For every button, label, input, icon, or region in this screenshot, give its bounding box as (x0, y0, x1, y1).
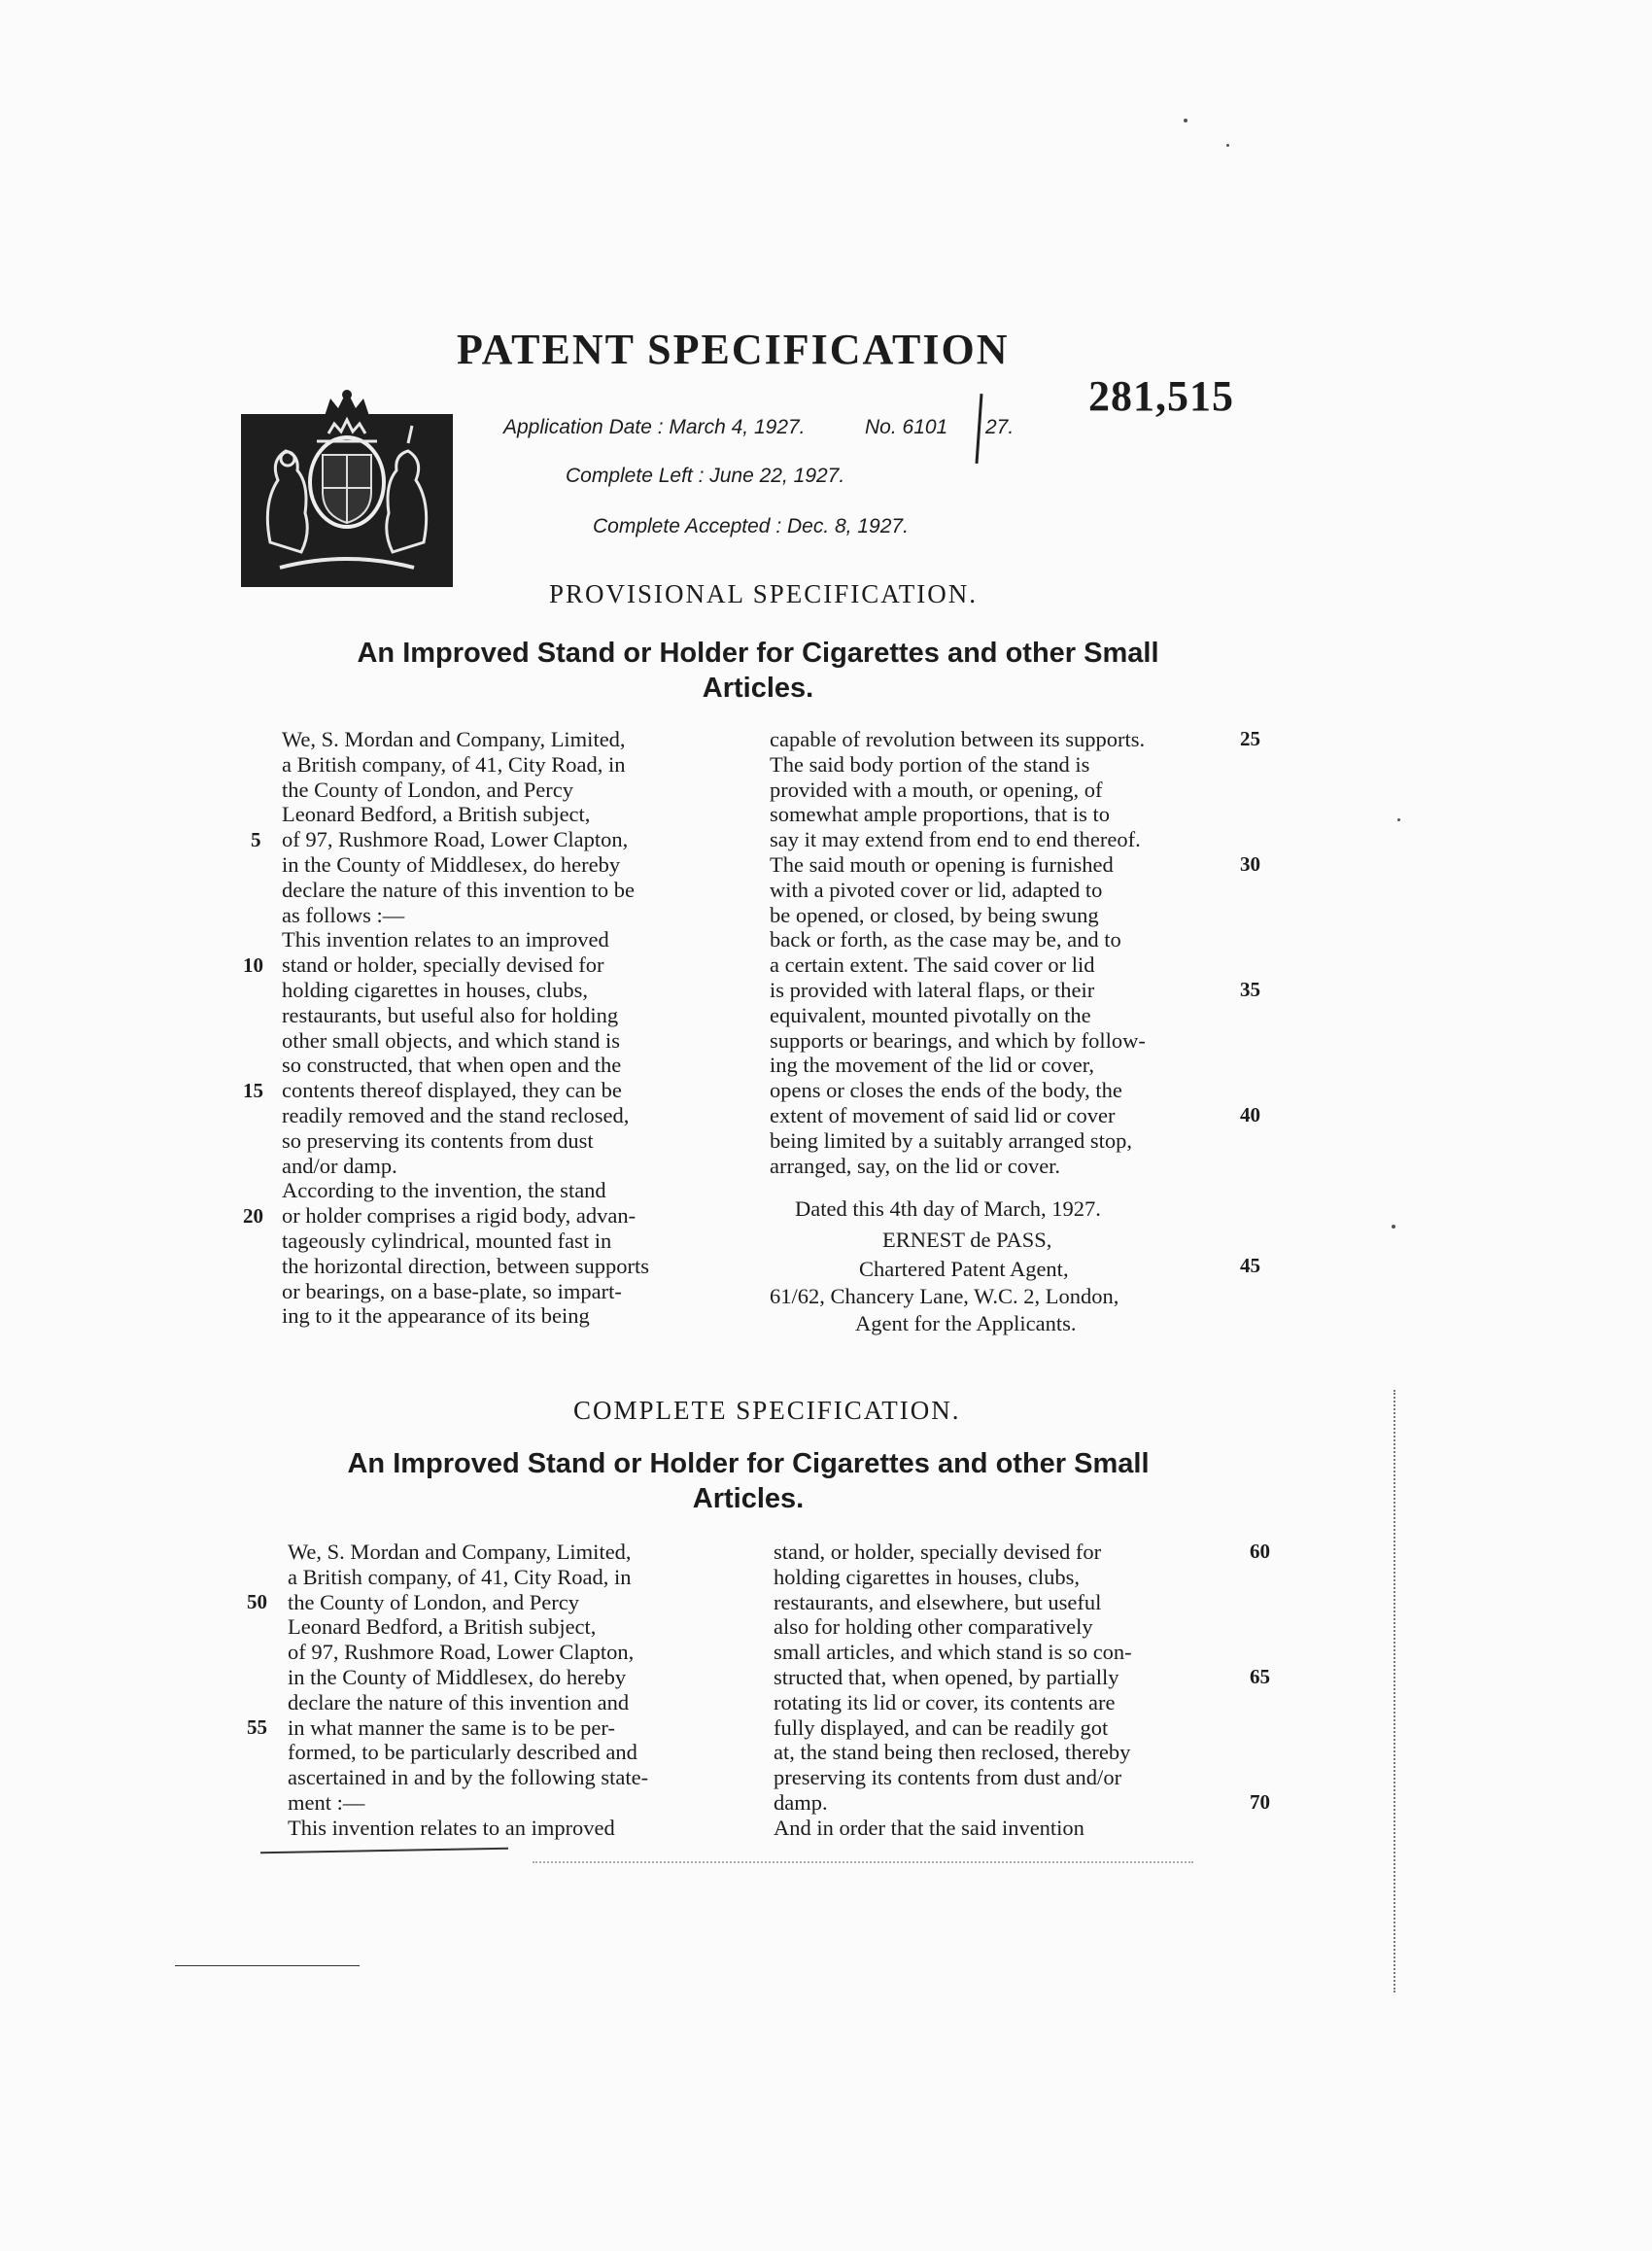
text-line: in what manner the same is to be per- (288, 1714, 615, 1740)
text-line: The said body portion of the stand is (770, 751, 1090, 777)
text-line: provided with a mouth, or opening, of (770, 777, 1103, 802)
provisional-heading: PROVISIONAL SPECIFICATION. (549, 579, 979, 608)
agent-name (882, 1227, 1051, 1254)
text-line: in the County of Middlesex, do hereby (288, 1664, 627, 1689)
agent-address: 61/62, Chancery Lane, W.C. 2, London, (770, 1284, 1119, 1308)
text-line: contents thereof displayed, they can be (282, 1078, 622, 1103)
complete-subtitle (301, 1446, 1195, 1516)
text-line: damp. (774, 1789, 828, 1815)
underline-rule (260, 1848, 508, 1853)
text-line: the County of London, and Percy (288, 1589, 579, 1614)
provisional-left-column (282, 727, 740, 1329)
text-line: and/or damp. (282, 1153, 397, 1178)
application-date: Application Date : March 4, 1927. (503, 416, 806, 438)
application-number: No. 6101 (865, 416, 948, 438)
line-number-40: 40 (1240, 1103, 1260, 1126)
scan-speck (1392, 1225, 1395, 1229)
text-line: say it may extend from end to end thereof. (770, 827, 1141, 852)
text-line: And in order that the said invention (774, 1815, 1084, 1840)
line-number-45: 45 (1240, 1254, 1260, 1277)
line-number-15: 15 (243, 1079, 263, 1102)
text-line: restaurants, and elsewhere, but useful (774, 1589, 1102, 1614)
agent-title: Chartered Patent Agent, (859, 1257, 1069, 1281)
text-line: We, S. Mordan and Company, Limited, (288, 1540, 632, 1564)
patent-number: 281,515 (1088, 372, 1234, 420)
text-line: formed, to be particularly described and (288, 1740, 637, 1765)
agent-name-text: ERNEST de PASS, (882, 1228, 1052, 1252)
text-line: also for holding other comparatively (774, 1614, 1093, 1640)
text-line: This invention relates to an improved (282, 927, 609, 952)
scan-speck (1184, 119, 1187, 122)
text-line: rotating its lid or cover, its contents are (774, 1689, 1116, 1714)
text-line: of 97, Rushmore Road, Lower Clapton, (282, 827, 629, 852)
text-line: as follows :— (282, 902, 405, 927)
text-line: We, S. Mordan and Company, Limited, (282, 727, 626, 751)
text-line: the horizontal direction, between supports (282, 1253, 650, 1278)
text-line: tageously cylindrical, mounted fast in (282, 1228, 612, 1253)
provisional-subtitle-line1: An Improved Stand or Holder for Cigarettes and other Small (357, 638, 1159, 669)
line-number-60: 60 (1250, 1540, 1270, 1563)
provisional-subtitle (311, 636, 1205, 706)
text-line: the County of London, and Percy (282, 777, 573, 802)
line-number-10: 10 (243, 953, 263, 977)
scan-edge-mark (1394, 1390, 1397, 1992)
text-line: readily removed and the stand reclosed, (282, 1102, 630, 1127)
text-line: fully displayed, and can be readily got (774, 1714, 1109, 1740)
text-line: According to the invention, the stand (282, 1178, 606, 1203)
text-line: This invention relates to an improved (288, 1815, 615, 1840)
line-number-35: 35 (1240, 978, 1260, 1001)
text-line: so preserving its contents from dust (282, 1127, 594, 1153)
slash-mark (975, 394, 982, 464)
provisional-subtitle-line2: Articles. (702, 673, 814, 704)
text-line: or holder comprises a rigid body, advan- (282, 1203, 637, 1229)
text-line: Leonard Bedford, a British subject, (282, 802, 591, 827)
text-line: is provided with lateral flaps, or their (770, 977, 1095, 1002)
text-line: supports or bearings, and which by follow- (770, 1027, 1146, 1053)
text-line: being limited by a suitably arranged stop, (770, 1127, 1133, 1153)
text-line: other small objects, and which stand is (282, 1027, 621, 1053)
text-line: a British company, of 41, City Road, in (288, 1564, 632, 1589)
text-line: ing the movement of the lid or cover, (770, 1053, 1095, 1078)
text-line: so constructed, that when open and the (282, 1053, 622, 1078)
text-line: be opened, or closed, by being swung (770, 902, 1099, 927)
text-line: ascertained in and by the following state- (288, 1765, 649, 1790)
complete-accepted-date: Complete Accepted : Dec. 8, 1927. (593, 515, 909, 537)
text-line: The said mouth or opening is furnished (770, 851, 1114, 877)
dated-line: Dated this 4th day of March, 1927. (795, 1196, 1101, 1221)
text-line: arranged, say, on the lid or cover. (770, 1153, 1061, 1178)
line-number-50: 50 (247, 1590, 267, 1613)
line-number-65: 65 (1250, 1665, 1270, 1688)
line-number-55: 55 (247, 1715, 267, 1739)
complete-subtitle-line2: Articles. (692, 1483, 805, 1514)
line-number-20: 20 (243, 1204, 263, 1228)
provisional-right-column (770, 727, 1228, 1178)
text-line: stand or holder, specially devised for (282, 952, 604, 978)
text-line: restaurants, but useful also for holding (282, 1002, 619, 1027)
complete-subtitle-line1: An Improved Stand or Holder for Cigarettes and other Small (347, 1448, 1150, 1479)
application-year: 27. (985, 416, 1015, 438)
text-line: preserving its contents from dust and/or (774, 1765, 1122, 1790)
text-line: at, the stand being then reclosed, thereby (774, 1740, 1131, 1765)
line-number-5: 5 (251, 828, 261, 851)
text-line: small articles, and which stand is so con- (774, 1640, 1132, 1665)
coat-of-arms-icon (241, 387, 453, 587)
complete-right-column (774, 1540, 1232, 1841)
text-line: equivalent, mounted pivotally on the (770, 1002, 1091, 1027)
agent-for: Agent for the Applicants. (855, 1311, 1077, 1335)
text-line: declare the nature of this invention and (288, 1689, 630, 1714)
text-line: declare the nature of this invention to be (282, 877, 635, 902)
text-line: a certain extent. The said cover or lid (770, 952, 1095, 978)
text-line: somewhat ample proportions, that is to (770, 802, 1110, 827)
complete-left-column (288, 1540, 746, 1841)
text-line: Leonard Bedford, a British subject, (288, 1614, 597, 1640)
text-line: holding cigarettes in houses, clubs, (282, 977, 588, 1002)
text-line: holding cigarettes in houses, clubs, (774, 1564, 1080, 1589)
complete-heading: COMPLETE SPECIFICATION. (573, 1396, 961, 1425)
text-line: or bearings, on a base-plate, so impart- (282, 1278, 622, 1303)
line-number-25: 25 (1240, 727, 1260, 750)
footer-rule (175, 1965, 360, 1966)
text-line: back or forth, as the case may be, and to (770, 927, 1121, 952)
text-line: structed that, when opened, by partially (774, 1664, 1119, 1689)
scan-noise (533, 1861, 1193, 1881)
complete-left-date: Complete Left : June 22, 1927. (566, 465, 845, 487)
text-line: opens or closes the ends of the body, the (770, 1078, 1122, 1103)
text-line: capable of revolution between its supports. (770, 727, 1146, 751)
text-line: a British company, of 41, City Road, in (282, 751, 626, 777)
scan-speck (1397, 818, 1400, 821)
scan-speck (1226, 144, 1229, 147)
text-line: ment :— (288, 1789, 365, 1815)
text-line: of 97, Rushmore Road, Lower Clapton, (288, 1640, 635, 1665)
text-line: with a pivoted cover or lid, adapted to (770, 877, 1103, 902)
text-line: ing to it the appearance of its being (282, 1303, 590, 1329)
text-line: extent of movement of said lid or cover (770, 1102, 1116, 1127)
text-line: in the County of Middlesex, do hereby (282, 851, 621, 877)
line-number-70: 70 (1250, 1790, 1270, 1814)
page-title: PATENT SPECIFICATION (457, 326, 1010, 373)
line-number-30: 30 (1240, 852, 1260, 876)
text-line: stand, or holder, specially devised for (774, 1540, 1102, 1564)
